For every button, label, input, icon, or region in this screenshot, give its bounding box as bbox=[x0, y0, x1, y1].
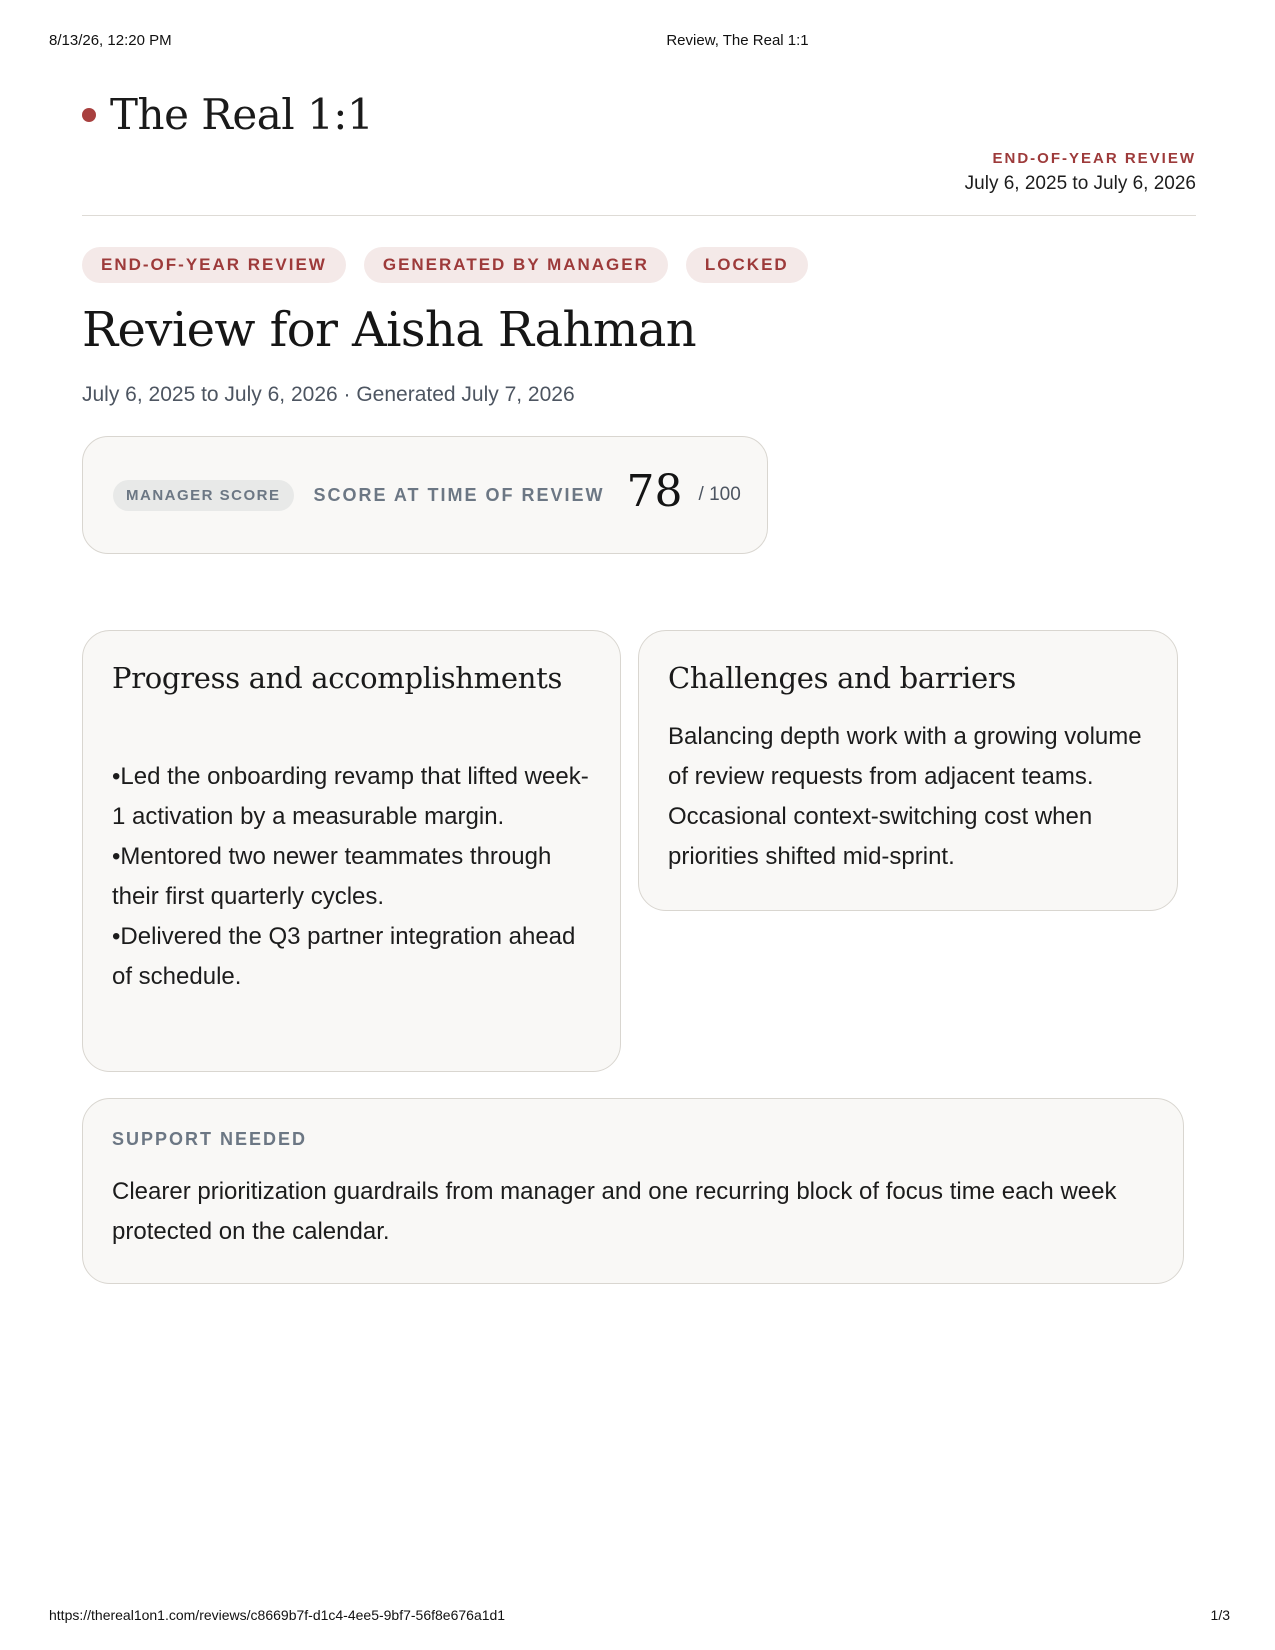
score-label: SCORE AT TIME OF REVIEW bbox=[313, 484, 605, 505]
pill-locked: LOCKED bbox=[686, 247, 808, 283]
print-header-datetime: 8/13/26, 12:20 PM bbox=[49, 32, 172, 49]
challenges-card-body: Balancing depth work with a growing volume of review requests from adjacent teams. Occasional context-switching cost when priorities shifted mid-sprint. bbox=[668, 723, 1142, 870]
progress-card bbox=[82, 630, 621, 1072]
pill-review-type: END-OF-YEAR REVIEW bbox=[82, 247, 346, 283]
brand-name: The Real 1:1 bbox=[110, 90, 374, 139]
page-subtitle: July 6, 2025 to July 6, 2026 · Generated July 7, 2026 bbox=[82, 383, 575, 406]
support-card-body: Clearer prioritization guardrails from manager and one recurring block of focus time each week protected on the calendar. bbox=[112, 1178, 1117, 1245]
print-footer-url: https://thereal1on1.com/reviews/c8669b7f-d1c4-4ee5-9bf7-56f8e676a1d1 bbox=[49, 1607, 506, 1623]
review-type-kicker: END-OF-YEAR REVIEW bbox=[992, 150, 1196, 167]
score-max: / 100 bbox=[698, 484, 741, 505]
support-card bbox=[82, 1098, 1184, 1284]
list-item: • Delivered the Q3 partner integration ahead of schedule. bbox=[112, 917, 591, 997]
manager-score-badge: MANAGER SCORE bbox=[113, 480, 294, 511]
challenges-card-title: Challenges and barriers bbox=[668, 661, 1016, 695]
review-period-dates: July 6, 2025 to July 6, 2026 bbox=[964, 173, 1196, 194]
list-item: • Mentored two newer teammates through their first quarterly cycles. bbox=[112, 837, 591, 917]
status-pills bbox=[82, 247, 808, 283]
review-period-meta bbox=[965, 150, 1196, 195]
list-item: • Led the onboarding revamp that lifted week-1 activation by a measurable margin. bbox=[112, 757, 591, 837]
progress-list bbox=[112, 757, 591, 997]
page-title: Review for Aisha Rahman bbox=[82, 302, 697, 358]
print-header-title: Review, The Real 1:1 bbox=[666, 32, 809, 49]
brand-logo[interactable] bbox=[82, 90, 373, 139]
header-divider bbox=[82, 215, 1196, 216]
pill-generated-by: GENERATED BY MANAGER bbox=[364, 247, 668, 283]
brand-dot-icon bbox=[82, 108, 96, 122]
score-value: 78 bbox=[626, 465, 683, 517]
progress-card-title: Progress and accomplishments bbox=[112, 661, 563, 695]
print-footer-page: 1/3 bbox=[1210, 1607, 1230, 1623]
challenges-card bbox=[638, 630, 1178, 911]
support-card-kicker: SUPPORT NEEDED bbox=[112, 1129, 308, 1149]
score-card bbox=[82, 436, 768, 554]
